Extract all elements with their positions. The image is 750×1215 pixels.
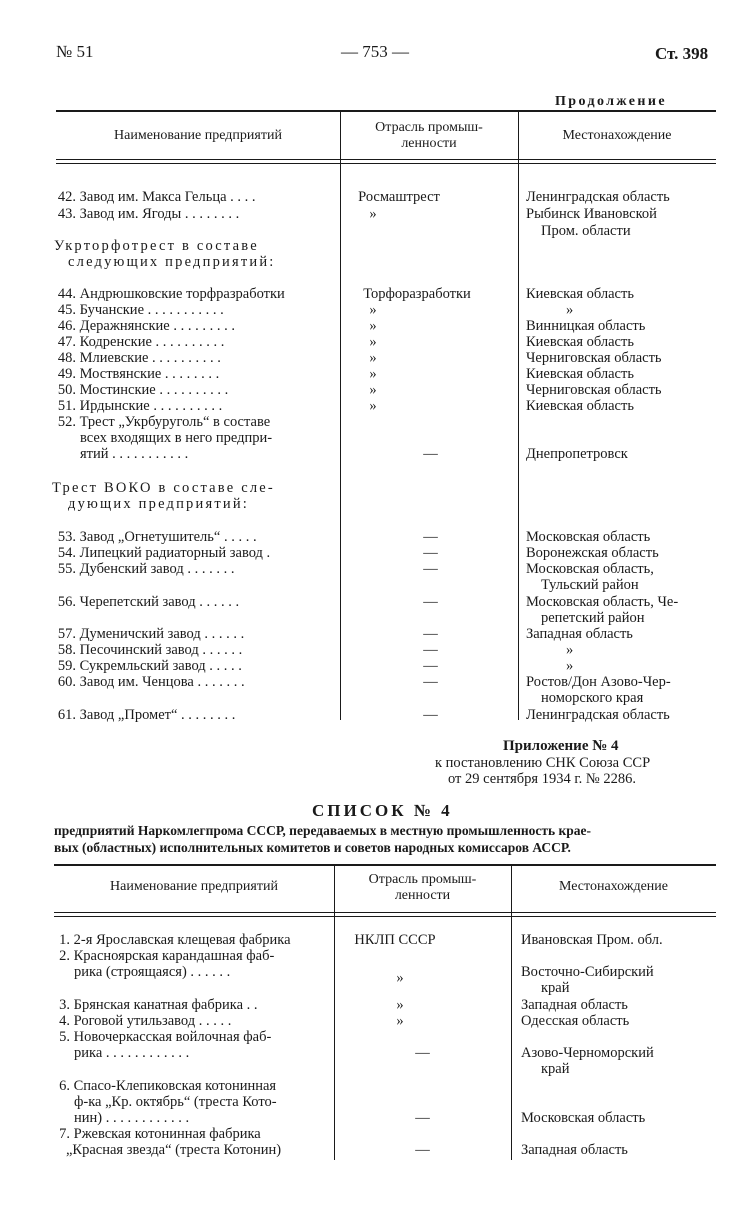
row-location: Ленинградская область: [526, 707, 670, 723]
table-row: [0, 964, 750, 986]
table-1-header-name: Наименование предприятий: [114, 128, 282, 143]
row-location: Воронежская область: [526, 545, 659, 561]
table-row: [0, 382, 750, 398]
row-name: 47. Кодренские . . . . . . . . . .: [57, 334, 225, 350]
page-number: — 753 —: [341, 42, 409, 61]
table-row: [0, 707, 750, 723]
row-industry: Росмаштрест: [358, 189, 440, 205]
table-row: [0, 690, 750, 706]
row-location: Киевская область: [526, 398, 634, 414]
table-row: [0, 1061, 750, 1077]
row-name: нин) . . . . . . . . . . . .: [74, 1110, 190, 1126]
row-location: Московская область: [526, 529, 651, 545]
table-row: [0, 1045, 750, 1061]
table-row: [0, 1013, 750, 1029]
table-row: [0, 948, 750, 964]
table-row: [0, 1078, 750, 1094]
row-location: Черниговская область: [526, 382, 662, 398]
row-name: 54. Липецкий радиаторный завод .: [57, 545, 271, 561]
row-location: репетский район: [541, 610, 645, 626]
row-name: 52. Трест „Укрбуруголь“ в составе: [57, 414, 271, 430]
row-location: Пром. области: [541, 223, 631, 239]
row-industry: —: [423, 626, 438, 642]
table-2-header-industry-line1: Отрасль промыш-: [368, 872, 477, 887]
row-location: »: [566, 642, 574, 658]
table-1-header-industry-line2: ленности: [401, 136, 457, 151]
table-2-header-name: Наименование предприятий: [110, 879, 278, 894]
table-2-header-location: Местонахождение: [558, 879, 668, 894]
row-industry: »: [396, 970, 404, 986]
table-1-top-rule: [56, 110, 716, 112]
table-row: [0, 286, 750, 302]
row-location: Киевская область: [526, 286, 634, 302]
row-name: 5. Новочеркасская войлочная фаб-: [59, 1029, 272, 1045]
row-name: „Красная звезда“ (треста Котонин): [66, 1142, 282, 1158]
table-row: [0, 206, 750, 222]
row-name: 3. Брянская канатная фабрика . .: [59, 997, 258, 1013]
row-industry: —: [423, 658, 438, 674]
table-row: [0, 658, 750, 674]
section-heading-ukrtorf: Укрторфотрест в составе: [54, 238, 259, 254]
row-location: »: [566, 658, 574, 674]
row-location: Черниговская область: [526, 350, 662, 366]
table-2-top-rule: [54, 864, 716, 866]
table-row: [0, 577, 750, 593]
row-name: 45. Бучанские . . . . . . . . . . .: [57, 302, 224, 318]
table-row: [0, 545, 750, 561]
row-name: 59. Сукремльский завод . . . . .: [57, 658, 242, 674]
row-name: 1. 2-я Ярославская клещевая фабрика: [59, 932, 291, 948]
table-row: [0, 561, 750, 577]
row-industry: —: [423, 545, 438, 561]
row-industry: »: [369, 302, 377, 318]
row-name: 4. Роговой утильзавод . . . . .: [59, 1013, 232, 1029]
row-industry: —: [415, 1045, 430, 1061]
table-row: [0, 334, 750, 350]
row-name: 7. Ржевская котонинная фабрика: [59, 1126, 261, 1142]
row-location: Азово-Черноморский: [521, 1045, 654, 1061]
row-industry: »: [369, 366, 377, 382]
row-industry: »: [369, 382, 377, 398]
row-name: 61. Завод „Промет“ . . . . . . . .: [57, 707, 236, 723]
row-name: рика . . . . . . . . . . . .: [74, 1045, 190, 1061]
list-subtitle-2: вых (областных) исполнительных комитетов и советов народных комиссаров АССР.: [54, 840, 571, 855]
table-2-header-industry-line2: ленности: [394, 888, 451, 903]
section-heading-ukrtorf-2: следующих предприятий:: [68, 254, 276, 270]
row-industry: »: [369, 206, 377, 222]
row-industry: —: [423, 674, 438, 690]
row-location: Киевская область: [526, 366, 634, 382]
row-location: Московская область: [521, 1110, 646, 1126]
row-location: край: [541, 1061, 570, 1077]
table-row: [0, 430, 750, 446]
row-name: ф-ка „Кр. октябрь“ (треста Кото-: [74, 1094, 277, 1110]
row-location: Тульский район: [541, 577, 639, 593]
row-industry: —: [423, 561, 438, 577]
row-location: Киевская область: [526, 334, 634, 350]
row-location: Западная область: [521, 1142, 628, 1158]
row-name: 60. Завод им. Ченцова . . . . . . .: [57, 674, 245, 690]
row-name: 42. Завод им. Макса Гельца . . . .: [57, 189, 256, 205]
table-1-header-industry: [340, 120, 518, 152]
row-industry: »: [369, 334, 377, 350]
row-name: 51. Ирдынские . . . . . . . . . .: [57, 398, 223, 414]
table-row: [0, 350, 750, 366]
row-location: край: [541, 980, 570, 996]
section-heading-voko: Трест ВОКО в составе сле-: [52, 480, 275, 496]
table-row: [0, 446, 750, 462]
table-row: [0, 1110, 750, 1126]
section-heading-voko-2: дующих предприятий:: [68, 496, 250, 512]
table-row: [0, 414, 750, 430]
row-location: Московская область, Че-: [526, 594, 679, 610]
table-row: [0, 302, 750, 318]
row-industry: —: [423, 529, 438, 545]
table-row: [0, 626, 750, 642]
table-2-header-rule-b: [54, 916, 716, 917]
table-row: [0, 1126, 750, 1142]
row-industry: »: [396, 1013, 404, 1029]
row-name: 49. Моствянские . . . . . . . .: [57, 366, 220, 382]
table-row: [0, 398, 750, 414]
row-industry: —: [423, 707, 438, 723]
appendix-line-1: к постановлению СНК Союза ССР: [435, 755, 651, 771]
table-row: [0, 997, 750, 1013]
continued-label: Продолжение: [555, 94, 667, 109]
row-name: 53. Завод „Огнетушитель“ . . . . .: [57, 529, 257, 545]
row-location: Московская область,: [526, 561, 654, 577]
row-location: Винницкая область: [526, 318, 646, 334]
row-name: всех входящих в него предпри-: [80, 430, 273, 446]
table-row: [0, 674, 750, 690]
row-location: номорского края: [541, 690, 644, 706]
row-name: 43. Завод им. Ягоды . . . . . . . .: [57, 206, 240, 222]
article-number: Ст. 398: [655, 44, 709, 63]
table-1-header-location: Местонахождение: [562, 128, 672, 143]
row-location: Западная область: [526, 626, 633, 642]
row-name: 46. Деражнянские . . . . . . . . .: [57, 318, 235, 334]
table-1-header-rule-a: [56, 159, 716, 160]
table-1-header-rule-b: [56, 163, 716, 164]
appendix-line-2: от 29 сентября 1934 г. № 2286.: [448, 771, 636, 787]
row-name: 55. Дубенский завод . . . . . . .: [57, 561, 235, 577]
row-industry: »: [369, 398, 377, 414]
table-row: [0, 318, 750, 334]
row-industry: —: [423, 594, 438, 610]
list-subtitle-1: предприятий Наркомлегпрома СССР, передаваемых в местную промышленность крае-: [54, 823, 592, 838]
row-industry: »: [369, 318, 377, 334]
row-industry: »: [396, 997, 404, 1013]
table-2-header-rule-a: [54, 912, 716, 913]
row-location: Восточно-Сибирский: [521, 964, 654, 980]
table-2-header-industry: [334, 872, 511, 904]
row-name: 57. Думеничский завод . . . . . .: [57, 626, 245, 642]
row-industry: Торфоразработки: [363, 286, 471, 302]
row-industry: —: [423, 446, 438, 462]
row-location: »: [566, 302, 574, 318]
row-location: Днепропетровск: [526, 446, 628, 462]
row-name: 56. Черепетский завод . . . . . .: [57, 594, 240, 610]
table-1-header-industry-line1: Отрасль промыш-: [375, 120, 483, 135]
table-row: [0, 529, 750, 545]
row-name: 58. Песочинский завод . . . . . .: [57, 642, 243, 658]
issue-number: № 51: [56, 42, 94, 61]
table-row: [0, 1094, 750, 1110]
row-location: Ростов/Дон Азово-Чер-: [526, 674, 671, 690]
table-row: [0, 1142, 750, 1158]
row-name: 44. Андрюшковские торфразработки: [57, 286, 285, 302]
table-row: [0, 223, 750, 239]
row-industry: —: [423, 642, 438, 658]
row-industry: НКЛП СССР: [354, 932, 436, 948]
row-industry: »: [369, 350, 377, 366]
row-location: Западная область: [521, 997, 628, 1013]
table-row: [0, 189, 750, 205]
row-industry: —: [415, 1110, 430, 1126]
table-row: [0, 980, 750, 996]
row-name: ятий . . . . . . . . . . .: [80, 446, 189, 462]
row-name: 6. Спасо-Клепиковская котонинная: [59, 1078, 277, 1094]
row-name: рика (строящаяся) . . . . . .: [74, 964, 231, 980]
table-row: [0, 366, 750, 382]
row-name: 50. Мостинские . . . . . . . . . .: [57, 382, 229, 398]
table-row: [0, 594, 750, 610]
row-location: Одесская область: [521, 1013, 630, 1029]
list-title: СПИСОК № 4: [312, 801, 453, 820]
table-row: [0, 932, 750, 948]
table-row: [0, 642, 750, 658]
row-industry: —: [415, 1142, 430, 1158]
appendix-title: Приложение № 4: [503, 738, 619, 754]
row-location: Ленинградская область: [526, 189, 670, 205]
table-row: [0, 1029, 750, 1045]
row-location: Ивановская Пром. обл.: [521, 932, 663, 948]
row-location: Рыбинск Ивановской: [526, 206, 657, 222]
table-row: [0, 610, 750, 626]
row-name: 2. Красноярская карандашная фаб-: [59, 948, 275, 964]
row-name: 48. Млиевские . . . . . . . . . .: [57, 350, 221, 366]
